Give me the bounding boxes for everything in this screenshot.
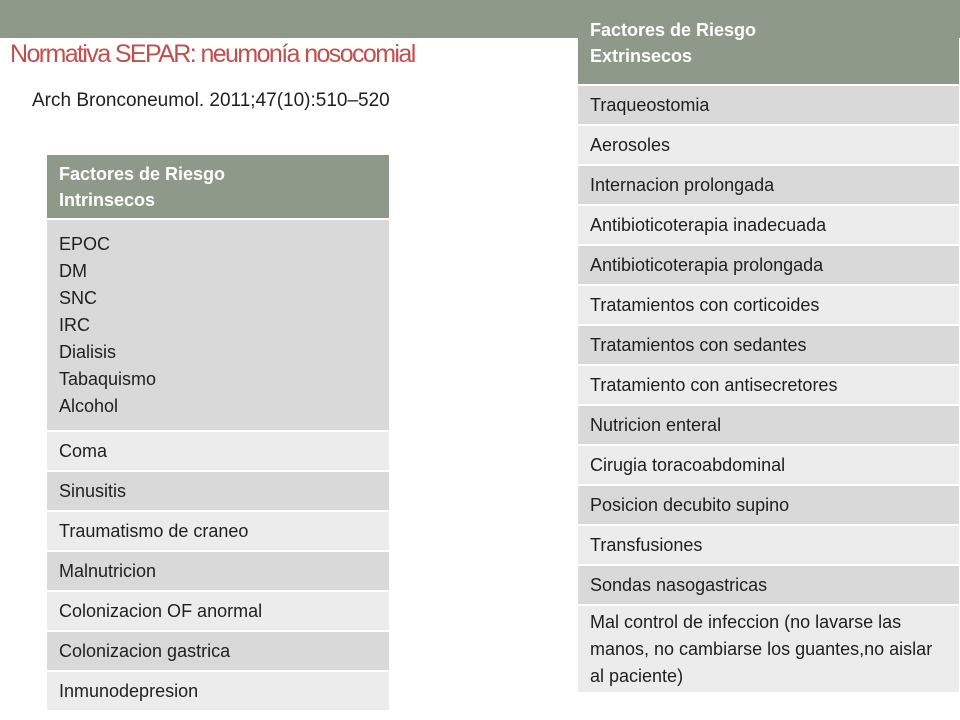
table-row: Nutricion enteral [578, 406, 959, 444]
page-title: Normativa SEPAR: neumonía nosocomial [10, 40, 415, 68]
comorbidity-group-cell [47, 220, 389, 430]
table-row: Colonizacion OF anormal [47, 592, 389, 630]
header-line: Intrinsecos [59, 189, 156, 210]
table-row: Posicion decubito supino [578, 486, 959, 524]
intrinsic-risk-table [47, 153, 389, 712]
table-row: Tratamientos con corticoides [578, 286, 959, 324]
table-row: Sondas nasogastricas [578, 566, 959, 604]
table-row: Antibioticoterapia inadecuada [578, 206, 959, 244]
table-row: Coma [47, 432, 389, 470]
table-row: Tratamiento con antisecretores [578, 366, 959, 404]
list-item: DM [59, 260, 87, 281]
table-row: Transfusiones [578, 526, 959, 564]
table-row: Inmunodepresion [47, 672, 389, 710]
table-row: Colonizacion gastrica [47, 632, 389, 670]
header-line: Extrinsecos [590, 45, 693, 66]
citation: Arch Bronconeumol. 2011;47(10):510–520 [32, 90, 390, 111]
table-row: Sinusitis [47, 472, 389, 510]
list-item: EPOC [59, 233, 111, 254]
table-row: Antibioticoterapia prolongada [578, 246, 959, 284]
table-row: Tratamientos con sedantes [578, 326, 959, 364]
table-row: Traumatismo de craneo [47, 512, 389, 550]
table-row: Traqueostomia [578, 86, 959, 124]
list-item: Dialisis [59, 341, 117, 362]
extrinsic-table-header [578, 1, 959, 84]
list-item: Tabaquismo [59, 368, 157, 389]
list-item: Alcohol [59, 395, 119, 416]
list-item: SNC [59, 287, 98, 308]
table-row: Aerosoles [578, 126, 959, 164]
header-line: Factores de Riesgo [590, 19, 757, 40]
table-row: Cirugia toracoabdominal [578, 446, 959, 484]
table-row: Internacion prolongada [578, 166, 959, 204]
list-item: IRC [59, 314, 90, 335]
table-row: Mal control de infeccion (no lavarse las manos, no cambiarse los guantes,no aislar al paciente) [578, 606, 959, 692]
intrinsic-table-header [47, 155, 389, 218]
header-line: Factores de Riesgo [59, 163, 226, 184]
extrinsic-risk-table [578, 0, 959, 694]
table-row: Malnutricion [47, 552, 389, 590]
